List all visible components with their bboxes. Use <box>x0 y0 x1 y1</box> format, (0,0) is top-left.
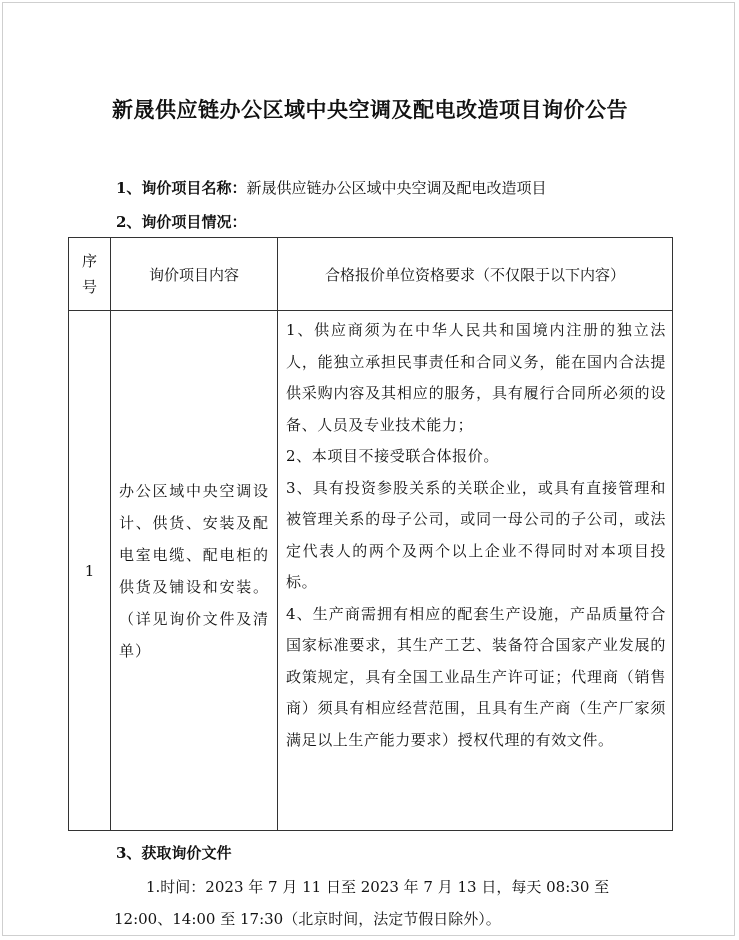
requirement-item-1: 1、供应商须为在中华人民共和国境内注册的独立法人，能独立承担民事责任和合同义务，能在国内合法提供采购内容及其相应的服务，具有履行合同所必须的设备、人员及专业技术能力； <box>286 321 666 434</box>
row-requirements <box>278 311 673 831</box>
table-row <box>69 311 673 831</box>
header-seq-label: 序号 <box>81 252 97 296</box>
time-line-2: 12:00、14:00 至 17:30（北京时间，法定节假日除外）。 <box>114 910 501 928</box>
requirement-item-2: 2、本项目不接受联合体报价。 <box>286 447 499 465</box>
item2-label: 2、询价项目情况： <box>116 213 247 231</box>
table-header-row <box>69 238 673 311</box>
time-line-1: 1.时间：2023 年 7 月 11 日至 2023 年 7 月 13 日，每天 08:30 至 <box>146 878 610 896</box>
item3-label: 3、获取询价文件 <box>116 844 232 862</box>
inquiry-table <box>68 237 673 831</box>
row-content: 办公区域中央空调设计、供货、安装及配电室电缆、配电柜的供货及铺设和安装。（详见询价文件及清单） <box>111 311 278 831</box>
requirement-item-4: 4、生产商需拥有相应的配套生产设施，产品质量符合国家标准要求，其生产工艺、装备符合国家产业发展的政策规定，具有全国工业品生产许可证；代理商（销售商）须具有相应经营范围，且具有生产商（生产厂家须满足以上生产能力要求）授权代理的有效文件。 <box>286 604 666 749</box>
requirement-item-3: 3、具有投资参股关系的关联企业，或具有直接管理和被管理关系的母子公司，或同一母公司的子公司，或法定代表人的两个及两个以上企业不得同时对本项目投标。 <box>286 478 666 591</box>
page-title: 新晟供应链办公区域中央空调及配电改造项目询价公告 <box>112 97 628 122</box>
item1-label: 1、询价项目名称： <box>116 179 247 197</box>
row-seq: 1 <box>69 311 111 831</box>
item1-value: 新晟供应链办公区域中央空调及配电改造项目 <box>246 179 547 197</box>
header-seq <box>69 238 111 311</box>
item1-line <box>116 177 546 199</box>
header-requirements: 合格报价单位资格要求（不仅限于以下内容） <box>278 238 673 311</box>
header-content: 询价项目内容 <box>111 238 278 311</box>
